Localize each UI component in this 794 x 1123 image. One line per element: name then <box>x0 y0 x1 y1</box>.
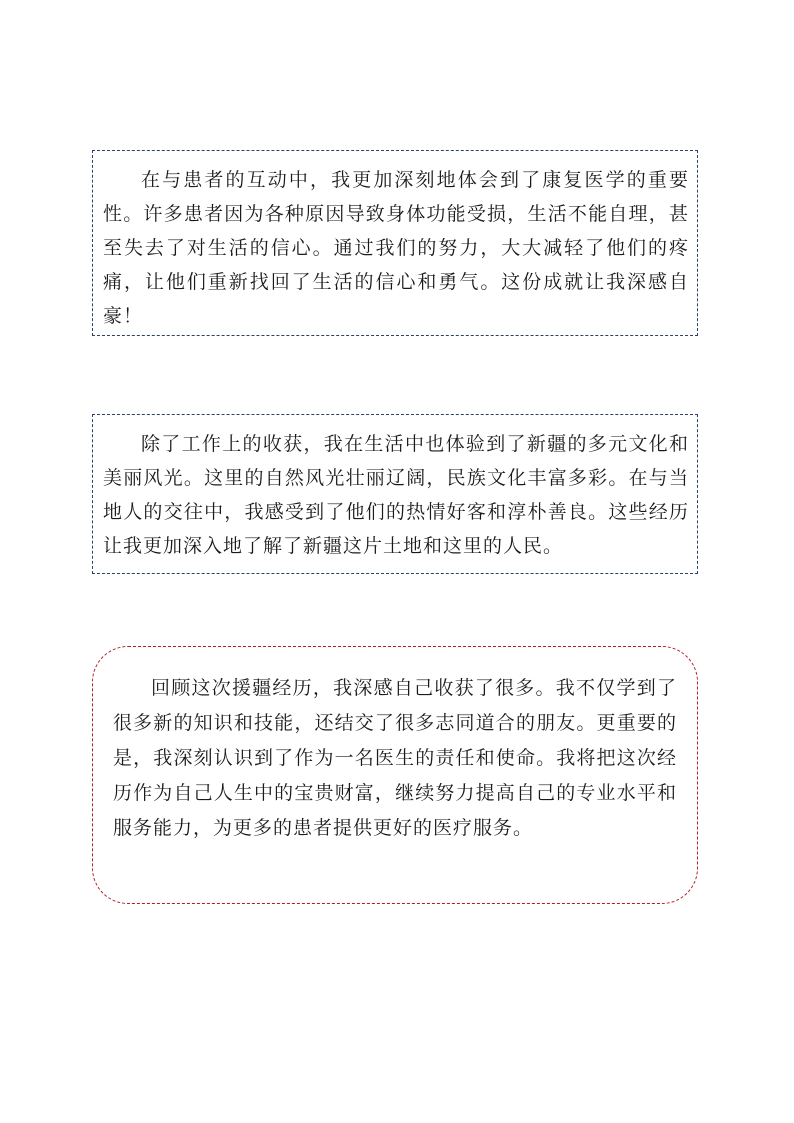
paragraph-review: 回顾这次援疆经历，我深感自己收获了很多。我不仅学到了很多新的知识和技能，还结交了很多志同道合的朋友。更重要的是，我深刻认识到了作为一名医生的责任和使命。我将把这次经历作为自己人生中的宝贵财富，继续努力提高自己的专业水平和服务能力，为更多的患者提供更好的医疗服务。 <box>113 677 677 839</box>
paragraph-patient-interaction: 在与患者的互动中，我更加深刻地体会到了康复医学的重要性。许多患者因为各种原因导致身体功能受损，生活不能自理，甚至失去了对生活的信心。通过我们的努力，大大减轻了他们的疼痛，让他们重新找回了生活的信心和勇气。这份成就让我深感自豪！ <box>103 169 689 327</box>
paragraph-xinjiang-life: 除了工作上的收获，我在生活中也体验到了新疆的多元文化和美丽风光。这里的自然风光壮丽辽阔，民族文化丰富多彩。在与当地人的交往中，我感受到了他们的热情好客和淳朴善良。这些经历让我更加深入地了解了新疆这片土地和这里的人民。 <box>103 433 689 557</box>
text-box-1 <box>92 150 698 336</box>
text-box-3 <box>92 646 698 904</box>
text-box-2 <box>92 414 698 574</box>
